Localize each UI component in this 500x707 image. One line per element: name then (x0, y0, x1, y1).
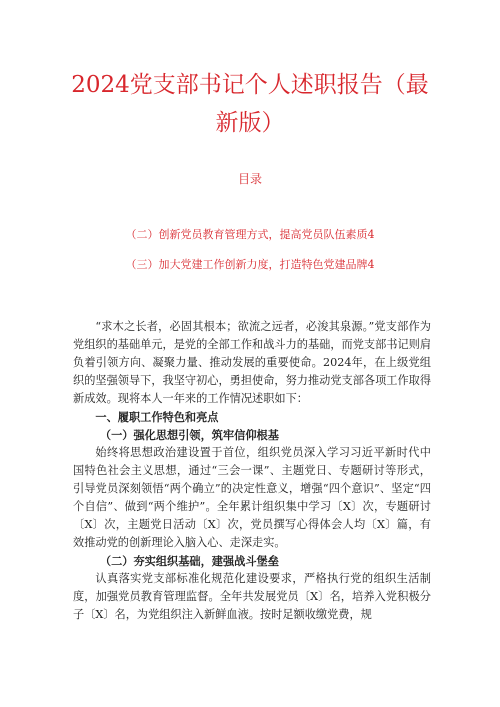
document-body (73, 318, 431, 624)
toc-item[interactable]: （三）加大党建工作创新力度，打造特色党建品牌4 (125, 258, 375, 271)
intro-paragraph: “求木之长者，必固其根本；欲流之远者，必浚其泉源。”党支部作为党组织的基础单元，是党的全部工作和战斗力的基础，而党支部书记则肩负着引领方向、凝聚力量、推动发展的重要使命。2024年，在上级党组织的坚强领导下，我坚守初心，勇担使命，努力推动党支部各项工作取得新成效。现将本人一年来的工作情况述职如下： (73, 320, 432, 405)
subsection-heading: （二）夯实组织基础，建强战斗堡垒 (99, 554, 279, 568)
body-paragraph: 认真落实党支部标准化规范化建设要求，严格执行党的组织生活制度，加强党员教育管理监督。全年共发展党员〔X〕名，培养入党积极分子〔X〕名，为党组织注入新鲜血液。按时足额收缴党费，规 (73, 572, 431, 621)
subsection-heading: （一）强化思想引领，筑牢信仰根基 (99, 428, 279, 442)
toc-item[interactable]: （二）创新党员教育管理方式，提高党员队伍素质4 (125, 228, 375, 241)
document-title: 2024党支部书记个人述职报告（最新版） (71, 72, 429, 136)
section-heading: 一、履职工作特色和亮点 (95, 410, 219, 424)
body-paragraph: 始终将思想政治建设置于首位，组织党员深入学习习近平新时代中国特色社会主义思想，通过“三会一课”、主题党日、专题研讨等形式，引导党员深刻领悟“两个确立”的决定性意义，增强“四个意识”、坚定“四个自信”、做到“两个维护”。全年累计组织集中学习〔X〕次，专题研讨〔X〕次，主题党日活动〔X〕次，党员撰写心得体会人均〔X〕篇，有效推动党的创新理论入脑入心、走深走实。 (73, 446, 431, 549)
toc-label: 目录 (237, 172, 262, 186)
